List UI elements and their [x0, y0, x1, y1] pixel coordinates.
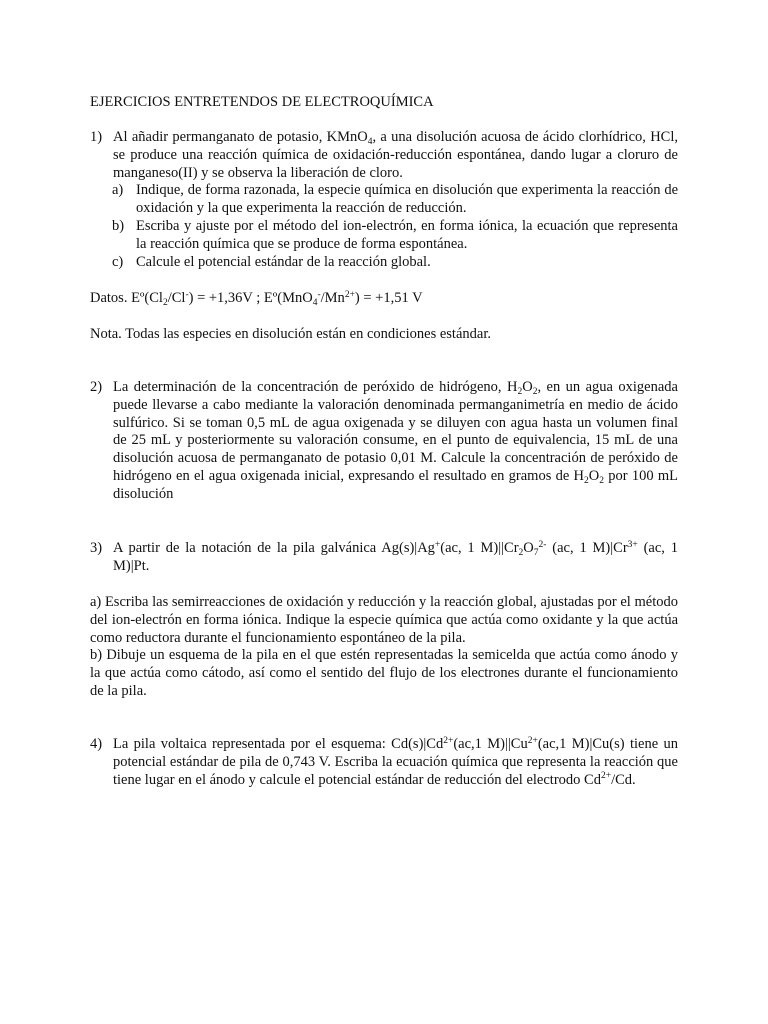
subquestion-1b: b) Escriba y ajuste por el método del ion-electrón, en forma iónica, la ecuación que representa la reacción química que se produce de forma espontánea.: [112, 217, 678, 252]
exercise-3-part-a: a) Escriba las semirreacciones de oxidación y reducción y la reacción global, ajustadas por el método del ion-electrón en forma iónica. Indique la especie química que actúa como oxidante y la que actúa como reductora durante el funcionamiento espontáneo de la pila.: [90, 594, 678, 646]
subquestion-1c: c) Calcule el potencial estándar de la reacción global.: [112, 253, 431, 270]
exercise-1-statement: Al añadir permanganato de potasio, KMnO$_4$, a una disolución acuosa de ácido clorhídrico, HCl, se produce una reacción química de oxidación-reducción espontánea, dando lugar a cloruro de manganeso(II) y se observa la liberación de cloro.: [113, 129, 679, 181]
exercise-4: [90, 736, 678, 789]
exercise-4-statement: La pila voltaica representada por el esquema: $Cd(s)|Cd^{2+}(ac,1$ $M)||Cu^{2+}(ac,1$ M)|Cu(s) tiene un potencial estándar de pila de 0,743 V. Escriba la ecuación química que representa la reacción que tiene lugar en el ánodo y calcule el potencial estándar de reducción del electrodo $Cd^{2+}/Cd$.: [113, 735, 678, 788]
exercise-3-statement: A partir de la notación de la pila galvánica Ag(s)|Ag+(ac, 1 $M)||Cr_2O_7^{2-}$ (ac, 1 $M)|Cr^{3+}$ (ac, 1 M)|Pt.: [113, 539, 679, 574]
exercise-1-nota: Nota. Todas las especies en disolución están en condiciones estándar.: [90, 326, 491, 342]
exercise-3: [90, 540, 678, 576]
document-title: EJERCICIOS ENTRETENDOS DE ELECTROQUÍMICA: [90, 94, 434, 110]
exercise-1-subquestions: [90, 182, 678, 271]
exercise-2-statement: La determinación de la concentración de peróxido de hidrógeno, $H_2O_2$, en un agua oxigenada puede llevarse a cabo mediante la valoración denominada permanganimetría en medio de ácido sulfúrico. Si se toman 0,5 mL de agua oxigenada y se diluyen con agua hasta un volumen final de 25 mL y posteriormente su valoración consume, en el punto de equivalencia, 15 mL de una disolución acuosa de permanganato de potasio 0,01 M. Calcule la concentración de peróxido de hidrógeno en el agua oxigenada inicial, expresando el resultado en gramos de $H_2O_2$ por 100 mL disolución: [113, 379, 679, 502]
exercise-3-number: 3): [90, 540, 103, 556]
exercise-4-number: 4): [90, 736, 103, 752]
subquestion-1a: a) Indique, de forma razonada, la especie química en disolución que experimenta la reacción de oxidación y la que experimenta la reacción de reducción.: [112, 182, 678, 217]
exercise-1: [90, 129, 678, 271]
exercise-1-number: 1): [90, 129, 103, 145]
exercise-2-number: 2): [90, 379, 103, 395]
exercise-2: [90, 379, 678, 504]
exercise-3-part-b: b) Dibuje un esquema de la pila en el que estén representadas la semicelda que actúa como ánodo y la que actúa como cátodo, así como el sentido del flujo de los electrones durante el funcionamiento de la pila.: [90, 647, 678, 699]
exercise-1-datos: Datos. $Eº(Cl_2/Cl^-) = +1,36V$ ; $Eº(MnO_4^-/Mn^{2+}) = +1,51$ V: [90, 289, 423, 308]
